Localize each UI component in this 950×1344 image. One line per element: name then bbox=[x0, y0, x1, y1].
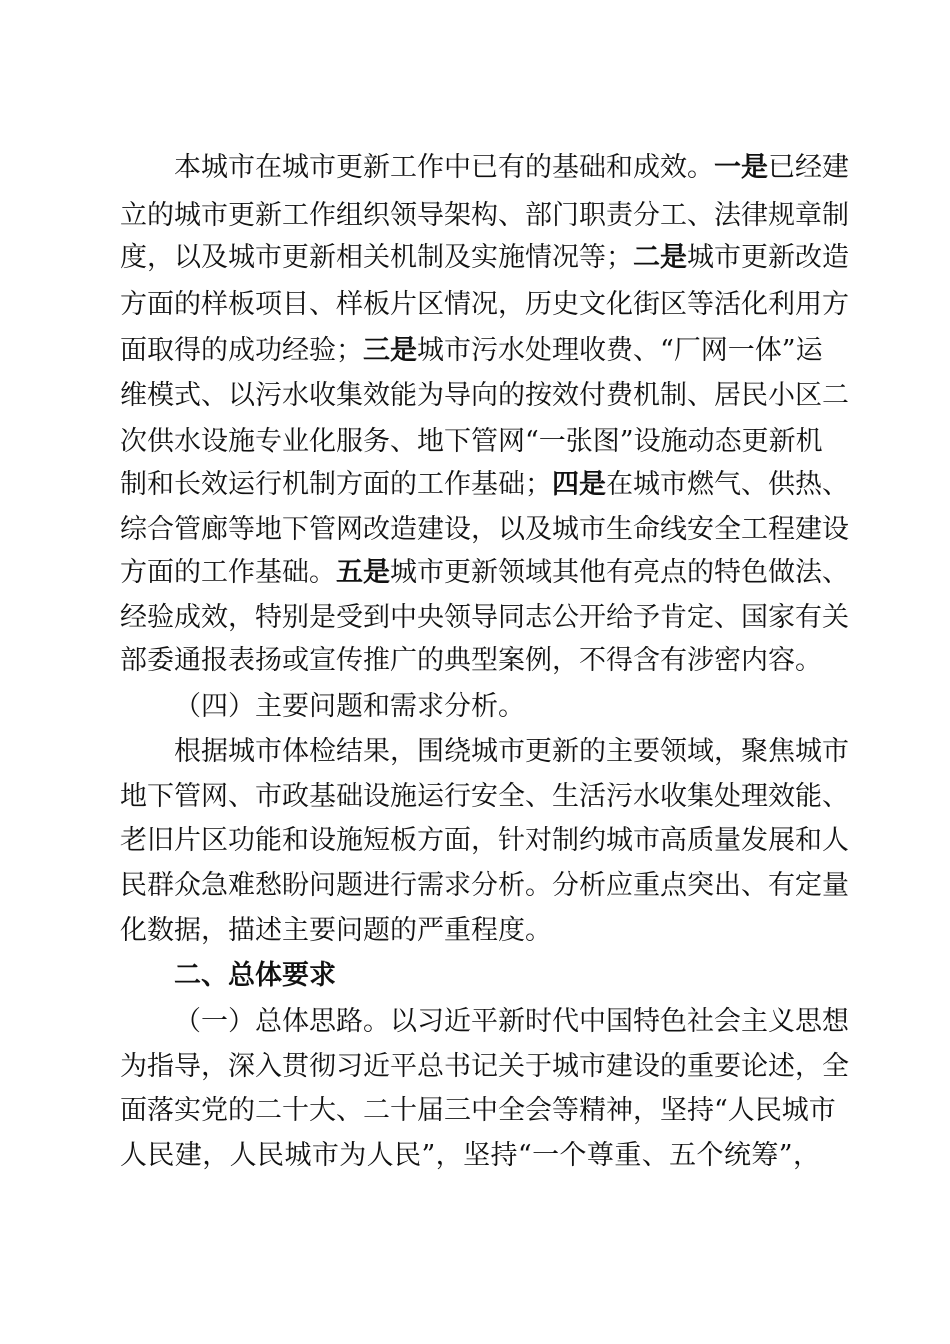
paragraph-1-line-3 bbox=[120, 240, 849, 276]
text-run: 方面的工作基础。 bbox=[120, 557, 336, 588]
text-run: 度，以及城市更新相关机制及实施情况等； bbox=[120, 242, 633, 273]
paragraph-3-line-4: 人民建，人民城市为人民”，坚持“一个尊重、五个统筹”， bbox=[120, 1140, 820, 1171]
bold-marker: 四是 bbox=[552, 469, 606, 500]
text-run: 已经建 bbox=[768, 152, 849, 183]
paragraph-2-line-5: 化数据，描述主要问题的严重程度。 bbox=[120, 915, 552, 946]
subheading-overall-approach: （一）总体思路。 bbox=[174, 1006, 390, 1037]
paragraph-1-line-1 bbox=[174, 150, 849, 186]
text-run: 城市更新领域其他有亮点的特色做法、 bbox=[390, 557, 849, 588]
section-heading-overall-requirements: 二、总体要求 bbox=[174, 960, 336, 991]
paragraph-3-line-1 bbox=[174, 1004, 849, 1040]
bold-marker: 一是 bbox=[714, 152, 768, 183]
text-run: 城市污水处理收费、“厂网一体”运 bbox=[417, 335, 823, 366]
paragraph-1-line-12: 部委通报表扬或宣传推广的典型案例，不得含有涉密内容。 bbox=[120, 645, 822, 676]
text-run: 本城市在城市更新工作中已有的基础和成效。 bbox=[174, 152, 714, 183]
paragraph-1-line-11: 经验成效，特别是受到中央领导同志公开给予肯定、国家有关 bbox=[120, 602, 849, 633]
paragraph-2-line-1: 根据城市体检结果，围绕城市更新的主要领域，聚焦城市 bbox=[174, 736, 849, 767]
bold-marker: 五是 bbox=[336, 557, 390, 588]
bold-marker: 二是 bbox=[633, 242, 687, 273]
paragraph-1-line-10 bbox=[120, 555, 849, 591]
paragraph-3-line-2: 为指导，深入贯彻习近平总书记关于城市建设的重要论述，全 bbox=[120, 1051, 849, 1082]
text-run: 以习近平新时代中国特色社会主义思想 bbox=[390, 1006, 849, 1037]
paragraph-3-line-3: 面落实党的二十大、二十届三中全会等精神，坚持“人民城市 bbox=[120, 1095, 836, 1126]
paragraph-1-line-4: 方面的样板项目、样板片区情况，历史文化街区等活化利用方 bbox=[120, 289, 849, 320]
subheading-problems-analysis: （四）主要问题和需求分析。 bbox=[174, 691, 525, 722]
paragraph-1-line-5 bbox=[120, 333, 823, 369]
paragraph-1-line-7: 次供水设施专业化服务、地下管网“一张图”设施动态更新机 bbox=[120, 426, 823, 457]
paragraph-2-line-4: 民群众急难愁盼问题进行需求分析。分析应重点突出、有定量 bbox=[120, 870, 849, 901]
text-run: 面取得的成功经验； bbox=[120, 335, 363, 366]
text-run: 城市更新改造 bbox=[687, 242, 849, 273]
paragraph-1-line-2: 立的城市更新工作组织领导架构、部门职责分工、法律规章制 bbox=[120, 200, 849, 231]
bold-marker: 三是 bbox=[363, 335, 417, 366]
paragraph-2-line-2: 地下管网、市政基础设施运行安全、生活污水收集处理效能、 bbox=[120, 781, 849, 812]
paragraph-1-line-8 bbox=[120, 467, 849, 503]
paragraph-1-line-9: 综合管廊等地下管网改造建设，以及城市生命线安全工程建设 bbox=[120, 514, 849, 545]
paragraph-2-line-3: 老旧片区功能和设施短板方面，针对制约城市高质量发展和人 bbox=[120, 825, 849, 856]
paragraph-1-line-6: 维模式、以污水收集效能为导向的按效付费机制、居民小区二 bbox=[120, 380, 849, 411]
text-run: 制和长效运行机制方面的工作基础； bbox=[120, 469, 552, 500]
text-run: 在城市燃气、供热、 bbox=[606, 469, 849, 500]
